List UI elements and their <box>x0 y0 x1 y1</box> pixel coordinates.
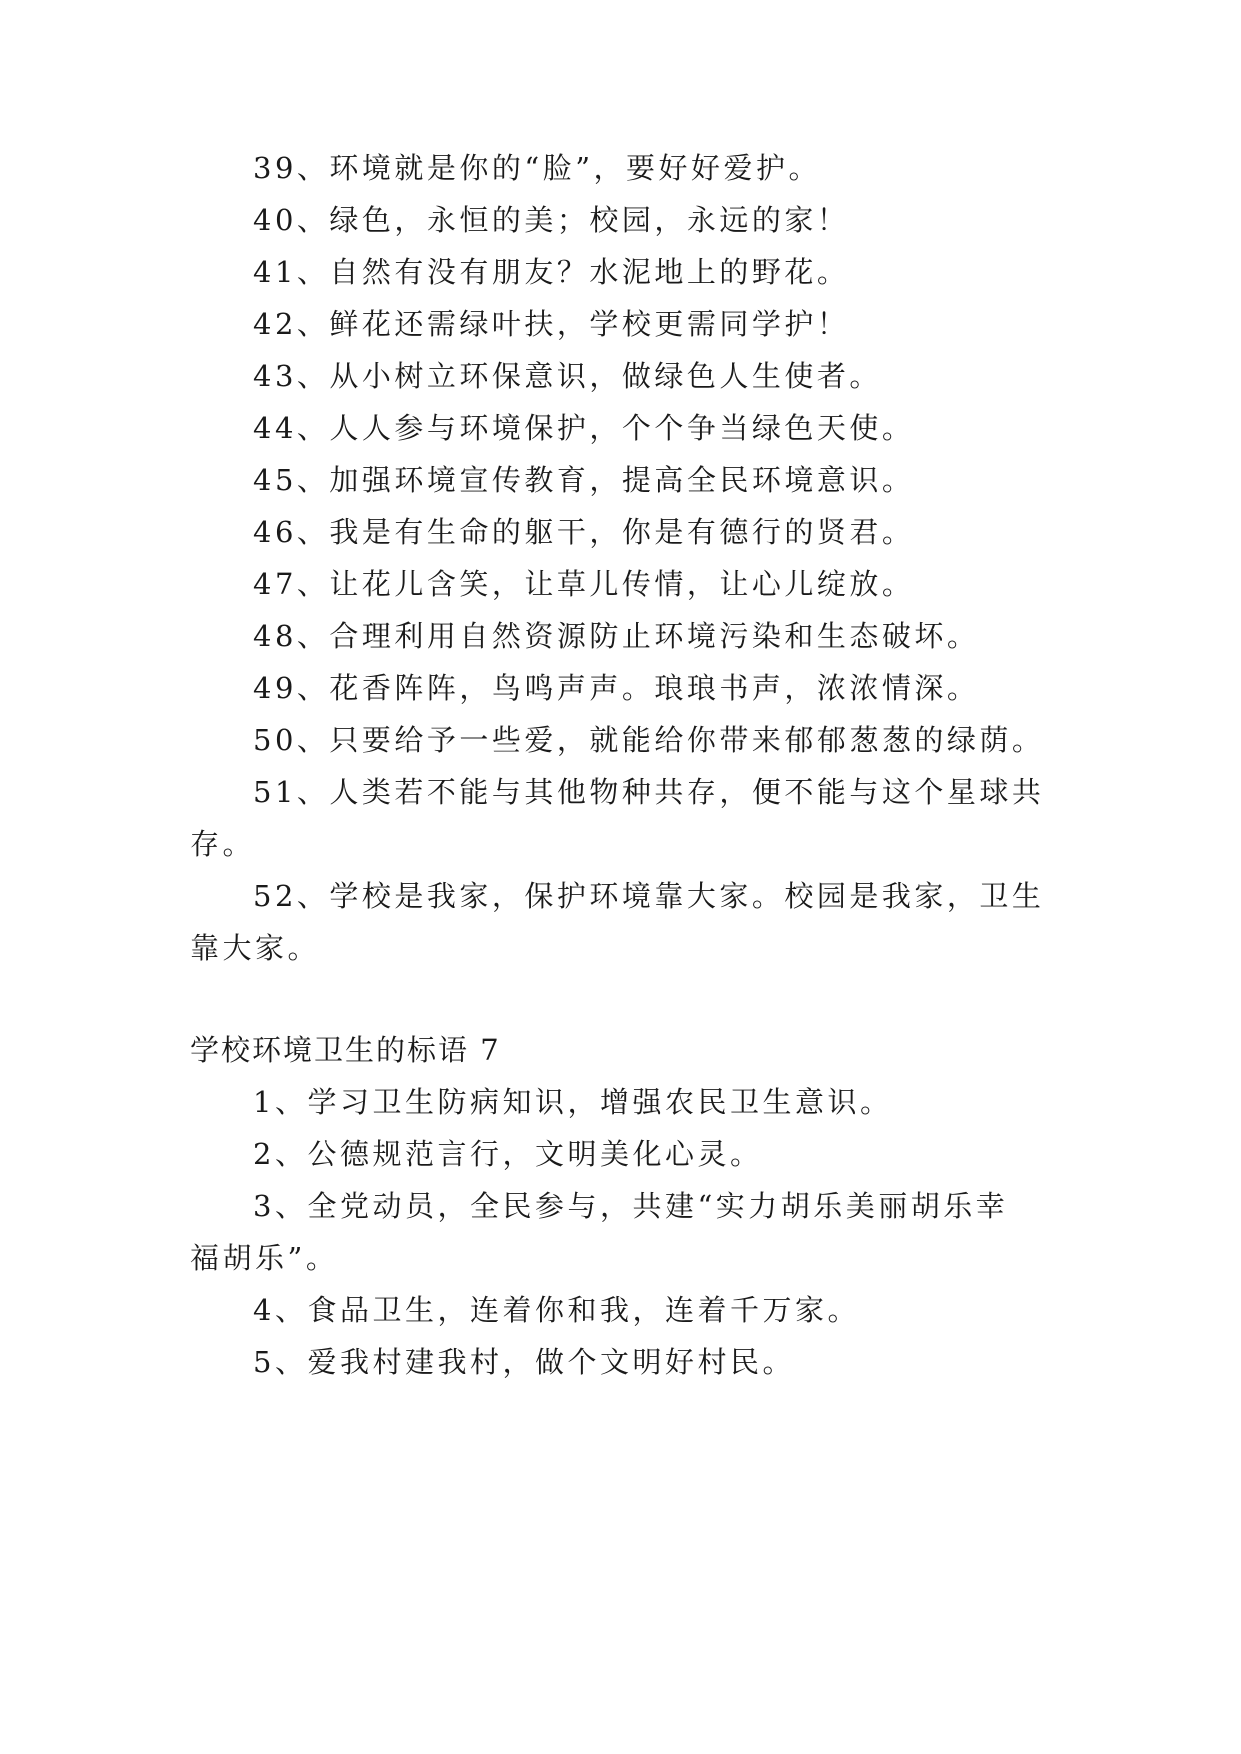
slogan-line: 3、全党动员，全民参与，共建“实力胡乐美丽胡乐幸 <box>253 1189 1009 1223</box>
slogan-line: 47、让花儿含笑，让草儿传情，让心儿绽放。 <box>253 567 915 601</box>
slogan-line: 2、公德规范言行，文明美化心灵。 <box>253 1137 763 1171</box>
slogan-line: 4、食品卫生，连着你和我，连着千万家。 <box>253 1293 860 1327</box>
slogan-line: 5、爱我村建我村，做个文明好村民。 <box>253 1345 795 1379</box>
slogan-line: 41、自然有没有朋友？水泥地上的野花。 <box>253 255 850 289</box>
slogan-line: 50、只要给予一些爱，就能给你带来郁郁葱葱的绿荫。 <box>253 723 1045 757</box>
slogan-line: 46、我是有生命的躯干，你是有德行的贤君。 <box>253 515 915 549</box>
slogan-line-continuation: 福胡乐”。 <box>190 1241 339 1275</box>
slogan-line: 49、花香阵阵，鸟鸣声声。琅琅书声，浓浓情深。 <box>253 671 980 705</box>
slogan-line: 39、环境就是你的“脸”，要好好爱护。 <box>253 151 822 185</box>
slogan-line: 40、绿色，永恒的美；校园，永远的家！ <box>253 203 850 237</box>
slogan-line: 43、从小树立环保意识，做绿色人生使者。 <box>253 359 882 393</box>
section-heading: 学校环境卫生的标语 7 <box>190 1033 501 1067</box>
slogan-line: 1、学习卫生防病知识，增强农民卫生意识。 <box>253 1085 893 1119</box>
slogan-line: 51、人类若不能与其他物种共存，便不能与这个星球共 <box>253 775 1045 809</box>
slogan-line: 52、学校是我家，保护环境靠大家。校园是我家，卫生 <box>253 879 1045 913</box>
slogan-line-continuation: 存。 <box>190 827 256 861</box>
slogan-line-continuation: 靠大家。 <box>190 931 321 965</box>
slogan-line: 44、人人参与环境保护，个个争当绿色天使。 <box>253 411 915 445</box>
slogan-line: 45、加强环境宣传教育，提高全民环境意识。 <box>253 463 915 497</box>
slogan-line: 48、合理利用自然资源防止环境污染和生态破坏。 <box>253 619 980 653</box>
slogan-line: 42、鲜花还需绿叶扶，学校更需同学护！ <box>253 307 850 341</box>
